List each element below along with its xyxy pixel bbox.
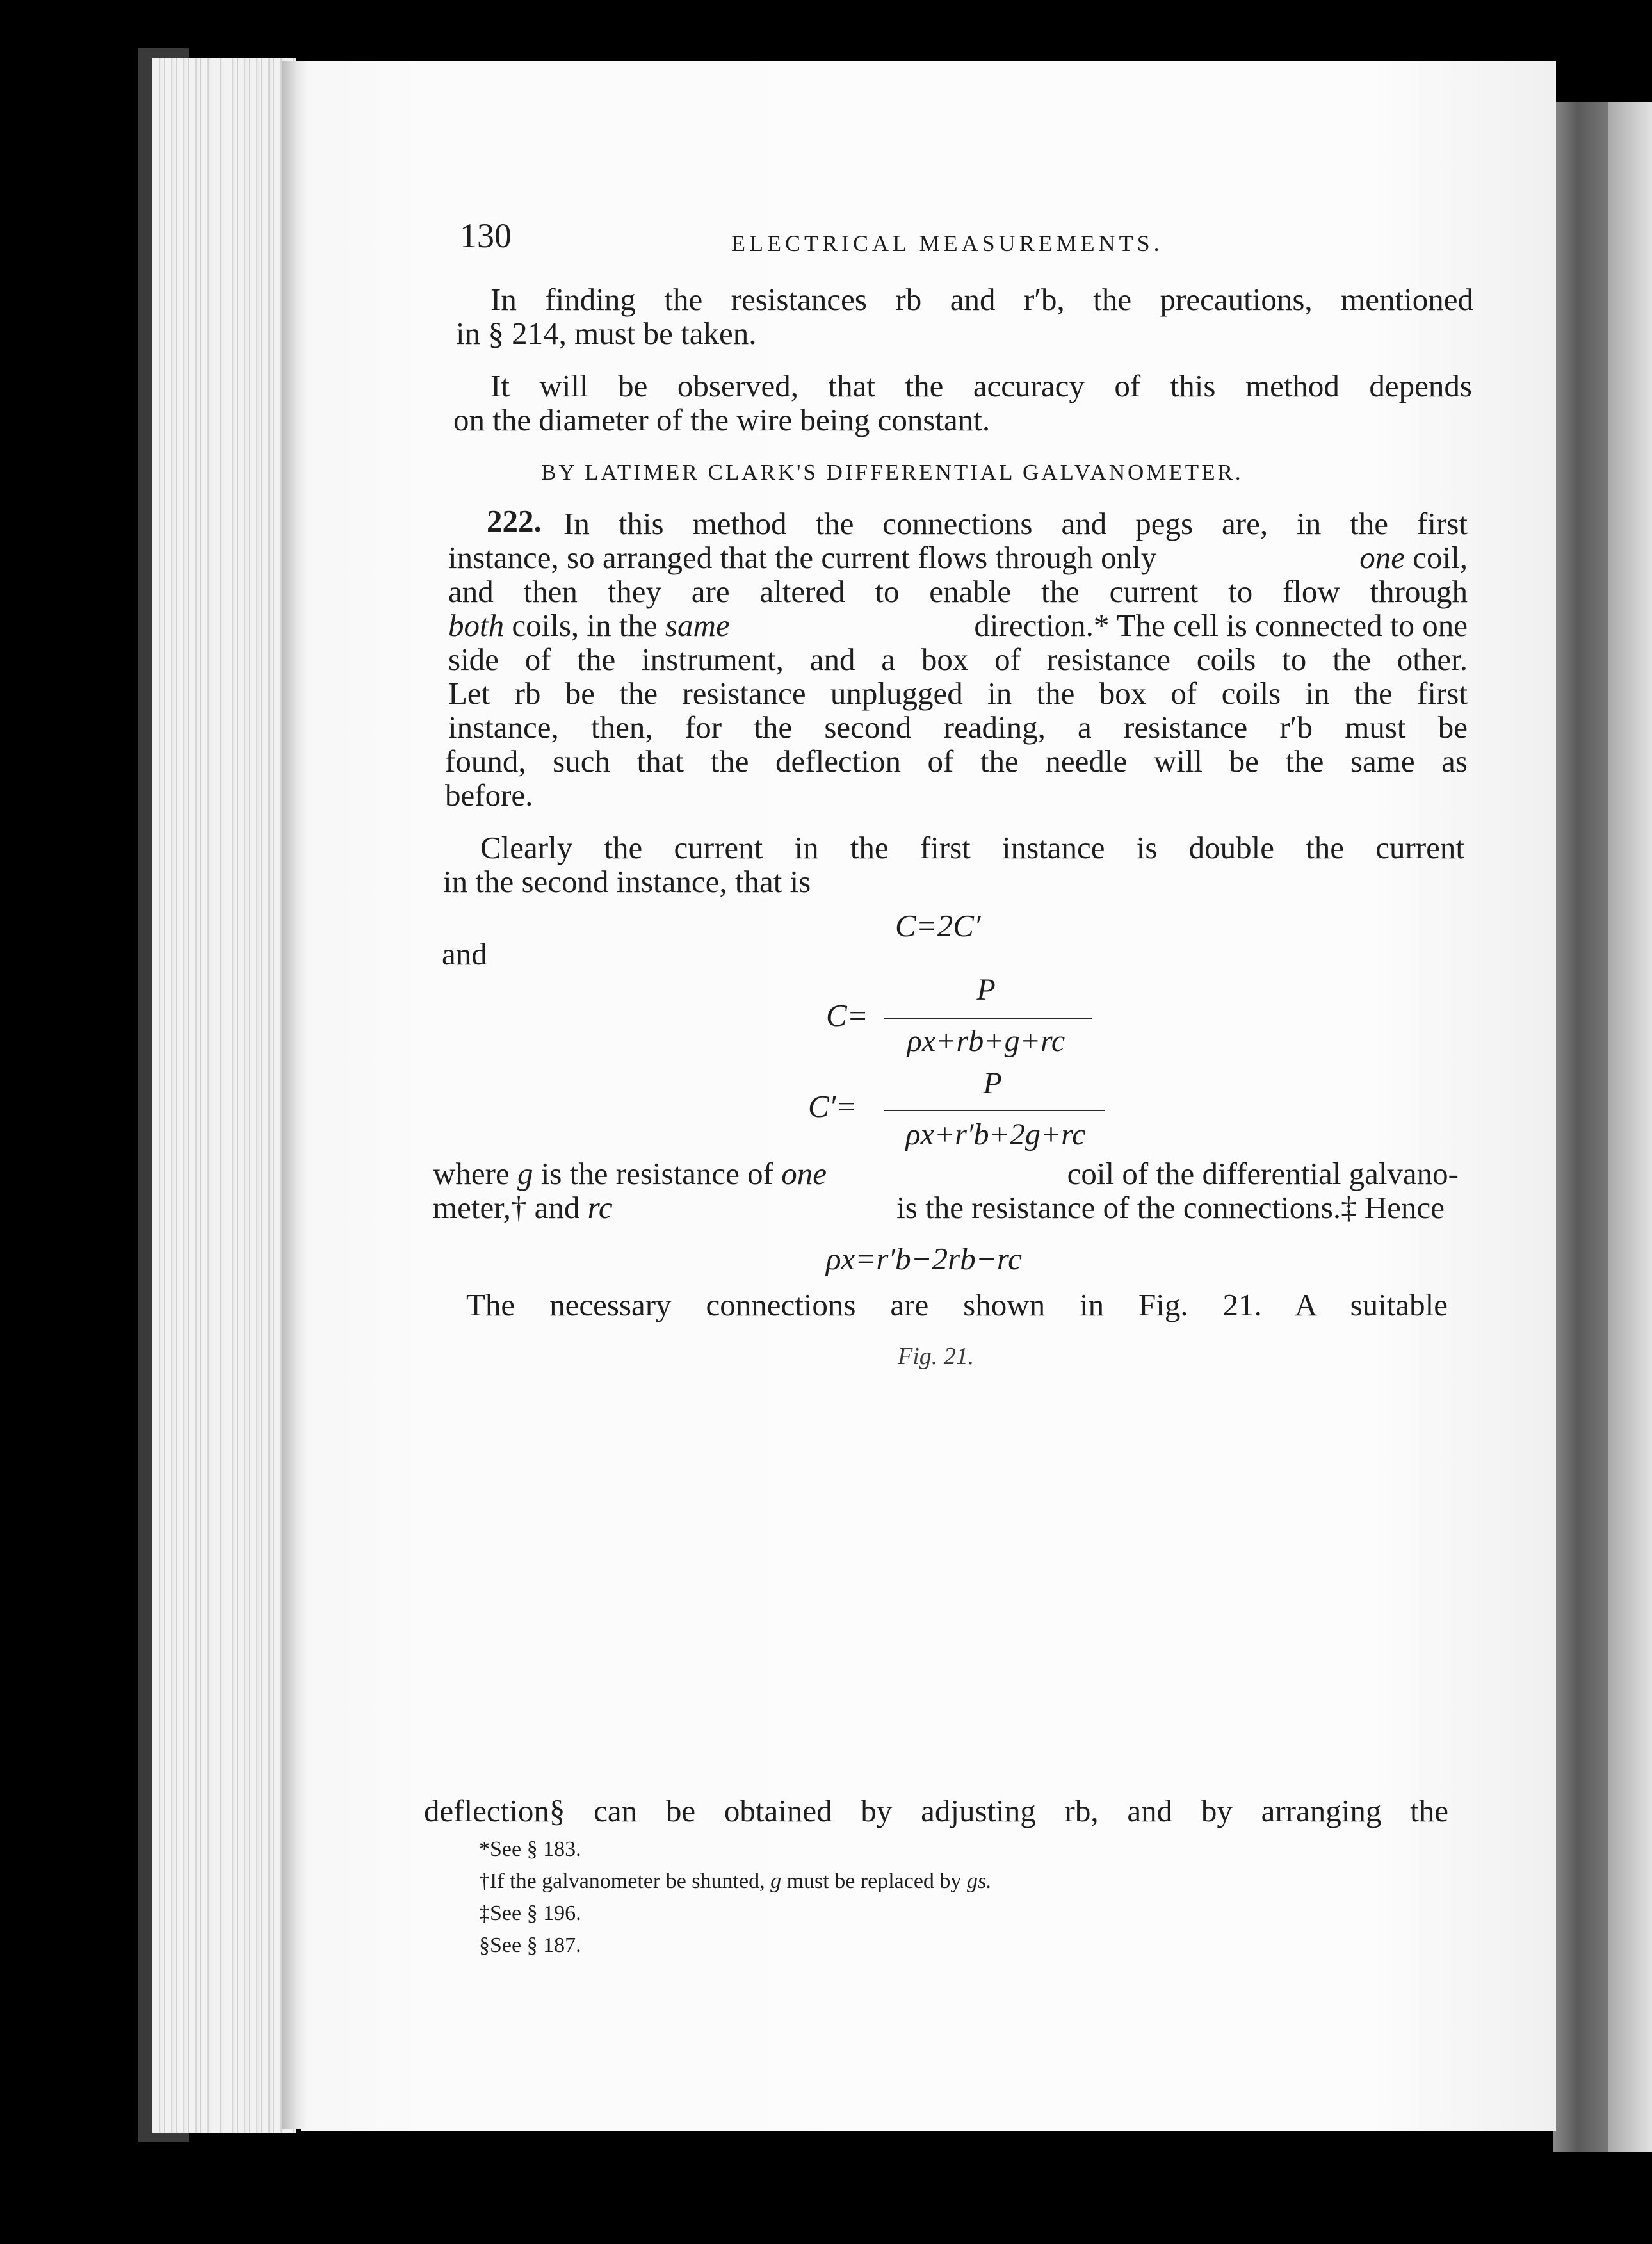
equation-result: ρx=r′b−2rb−rc: [826, 1241, 1022, 1276]
emphasis: same: [665, 608, 730, 643]
text-line: Let rb be the resistance unplugged in the box of coils in the first: [448, 676, 1468, 711]
running-title: ELECTRICAL MEASUREMENTS.: [731, 231, 1163, 256]
text-line: It will be observed, that the accuracy of this method depends: [490, 368, 1472, 403]
text-span: coil,: [1413, 540, 1468, 575]
text-line: side of the instrument, and a box of resistance coils to the other.: [448, 642, 1468, 677]
fraction-bar: [884, 1110, 1105, 1111]
equation-lhs: C′=: [808, 1089, 857, 1124]
text-span: †If the galvanometer be shunted,: [479, 1869, 765, 1893]
footnote: ‡See § 196.: [479, 1901, 581, 1925]
text-span: coils, in the: [512, 608, 658, 643]
text-span: meter,† and: [433, 1190, 580, 1225]
text-line: In this method the connections and pegs are, in the first: [563, 506, 1468, 541]
text-line: [433, 1156, 1459, 1192]
variable: rc: [587, 1190, 613, 1225]
emphasis: one: [781, 1156, 827, 1191]
footnote: §See § 187.: [479, 1933, 581, 1957]
emphasis: both: [448, 608, 505, 643]
right-page-edge: [1608, 102, 1652, 2152]
text-line: [448, 608, 1468, 644]
figure-placeholder: [435, 1383, 1460, 1768]
text-line: deflection§ can be obtained by adjusting rb, and by arranging the: [424, 1793, 1448, 1828]
variable: g: [517, 1156, 533, 1191]
text-span: direction.* The cell is connected to one: [974, 608, 1468, 643]
emphasis: one: [1359, 540, 1405, 575]
fraction-denominator: ρx+rb+g+rc: [907, 1024, 1065, 1058]
text-span: is the resistance of: [540, 1156, 773, 1191]
page-number: 130: [460, 216, 512, 255]
fraction-bar: [884, 1018, 1092, 1019]
footnote: *See § 183.: [479, 1837, 581, 1861]
text-line: before.: [445, 777, 533, 813]
variable: gs.: [966, 1869, 992, 1893]
text-line: [448, 540, 1468, 576]
text-span: where: [433, 1156, 510, 1191]
figure-caption: Fig. 21.: [898, 1343, 975, 1370]
page-edges: [152, 58, 296, 2133]
text-line: Clearly the current in the first instance is double the current: [480, 830, 1464, 865]
fraction-denominator: ρx+r′b+2g+rc: [905, 1118, 1086, 1151]
text-line: The necessary connections are shown in Fig. 21. A suitable: [466, 1287, 1448, 1322]
text-line: in the second instance, that is: [443, 864, 811, 899]
text-span: coil of the differential galvano-: [1067, 1156, 1459, 1191]
section-heading: BY LATIMER CLARK'S DIFFERENTIAL GALVANOMETER.: [541, 460, 1243, 485]
text-line: In finding the resistances rb and r′b, the precautions, mentioned: [490, 282, 1473, 317]
page-gutter: [282, 61, 307, 2129]
section-number: 222.: [487, 503, 542, 539]
variable: g: [770, 1869, 782, 1893]
text-line: on the diameter of the wire being constant.: [453, 402, 991, 437]
footnote: [479, 1869, 992, 1894]
text-span: must be replaced by: [786, 1869, 962, 1893]
text-line: and: [442, 936, 487, 972]
text-line: found, such that the deflection of the needle will be the same as: [445, 744, 1468, 779]
equation-current-ratio: C=2C′: [895, 908, 981, 943]
fraction-numerator: P: [983, 1066, 1002, 1100]
equation-lhs: C=: [826, 998, 868, 1033]
text-line: instance, then, for the second reading, a resistance r′b must be: [448, 710, 1468, 745]
text-line: and then they are altered to enable the current to flow through: [448, 574, 1468, 609]
text-line: [433, 1190, 1445, 1226]
text-span: is the resistance of the connections.‡ Hence: [896, 1190, 1445, 1225]
fraction-numerator: P: [976, 973, 996, 1007]
text-line: in § 214, must be taken.: [456, 316, 757, 351]
text-span: instance, so arranged that the current flows through only: [448, 540, 1157, 575]
